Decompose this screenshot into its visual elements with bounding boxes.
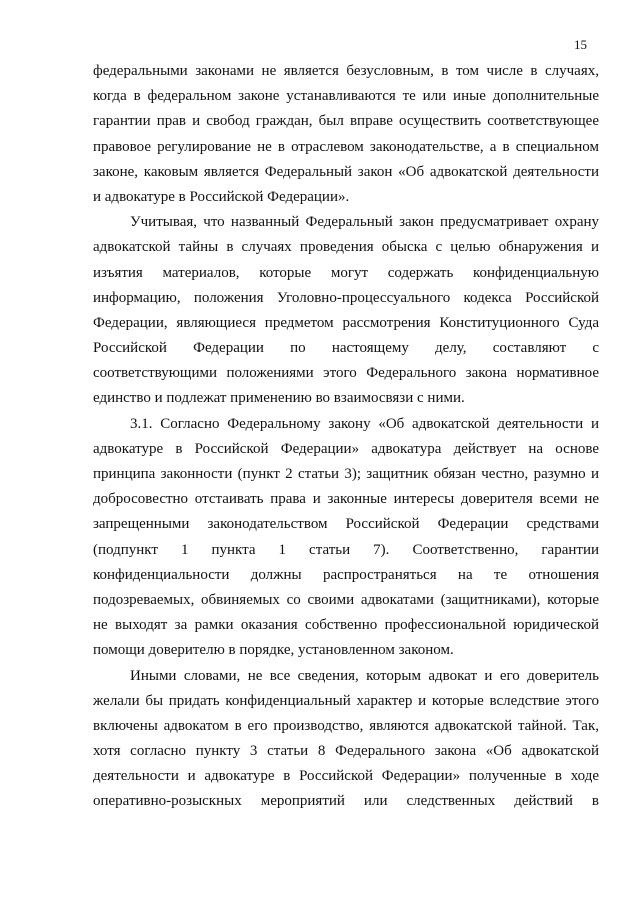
text-line: деятельности и адвокатуре в Российской Федерации» полученные в ходе bbox=[93, 768, 599, 785]
text-line: и адвокатуре в Российской Федерации». bbox=[93, 188, 350, 205]
text-line: гарантии прав и свобод граждан, был вправе осуществить соответствующее bbox=[93, 113, 599, 130]
text-line: правовое регулирование не в отраслевом законодательстве, а в специальном bbox=[93, 138, 599, 155]
text-line: Учитывая, что названный Федеральный закон предусматривает охрану bbox=[130, 214, 599, 231]
text-line: добросовестно отстаивать права и законные интересы доверителя всеми не bbox=[93, 491, 599, 508]
text-line: запрещенными законодательством Российской Федерации средствами bbox=[93, 516, 599, 533]
text-line: не выходят за рамки оказания собственно профессиональной юридической bbox=[93, 617, 599, 634]
text-line: (подпункт 1 пункта 1 статьи 7). Соответственно, гарантии bbox=[93, 541, 599, 558]
text-line: изъятия материалов, которые могут содержать конфиденциальную bbox=[93, 264, 599, 281]
text-line: когда в федеральном законе устанавливаются те или иные дополнительные bbox=[93, 88, 599, 105]
text-line: адвокатуре в Российской Федерации» адвокатура действует на основе bbox=[93, 440, 599, 457]
text-line: принципа законности (пункт 2 статьи 3); защитник обязан честно, разумно и bbox=[93, 466, 599, 482]
text-line: подозреваемых, обвиняемых со своими адвокатами (защитниками), которые bbox=[93, 591, 599, 608]
text-line: помощи доверителю в порядке, установленном законом. bbox=[93, 642, 454, 659]
page-number: 15 bbox=[574, 37, 587, 52]
body-text bbox=[93, 59, 599, 815]
text-line: желали бы придать конфиденциальный характер и которые вследствие этого bbox=[93, 692, 599, 709]
text-line: единство и подлежат применению во взаимосвязи с ними. bbox=[93, 390, 465, 407]
text-line: законе, каковым является Федеральный закон «Об адвокатской деятельности bbox=[93, 163, 599, 180]
text-line: адвокатской тайны в случаях проведения обыска с целью обнаружения и bbox=[93, 239, 599, 256]
text-line: Иными словами, не все сведения, которым адвокат и его доверитель bbox=[130, 667, 599, 684]
text-line: включены адвокатом в его производство, являются адвокатской тайной. Так, bbox=[93, 717, 599, 734]
text-line: федеральными законами не является безусловным, в том числе в случаях, bbox=[93, 63, 599, 79]
text-line: конфиденциальности должны распространяться на те отношения bbox=[93, 566, 599, 583]
text-line: соответствующими положениями этого Федерального закона нормативное bbox=[93, 365, 599, 382]
text-line: Российской Федерации по настоящему делу, составляют с bbox=[93, 340, 599, 357]
text-line: 3.1. Согласно Федеральному закону «Об адвокатской деятельности и bbox=[130, 415, 599, 432]
text-line: оперативно-розыскных мероприятий или следственных действий в bbox=[93, 793, 599, 810]
text-line: хотя согласно пункту 3 статьи 8 Федерального закона «Об адвокатской bbox=[93, 743, 599, 760]
text-line: информацию, положения Уголовно-процессуального кодекса Российской bbox=[93, 289, 599, 306]
text-line: Федерации, являющиеся предметом рассмотрения Конституционного Суда bbox=[93, 314, 599, 331]
